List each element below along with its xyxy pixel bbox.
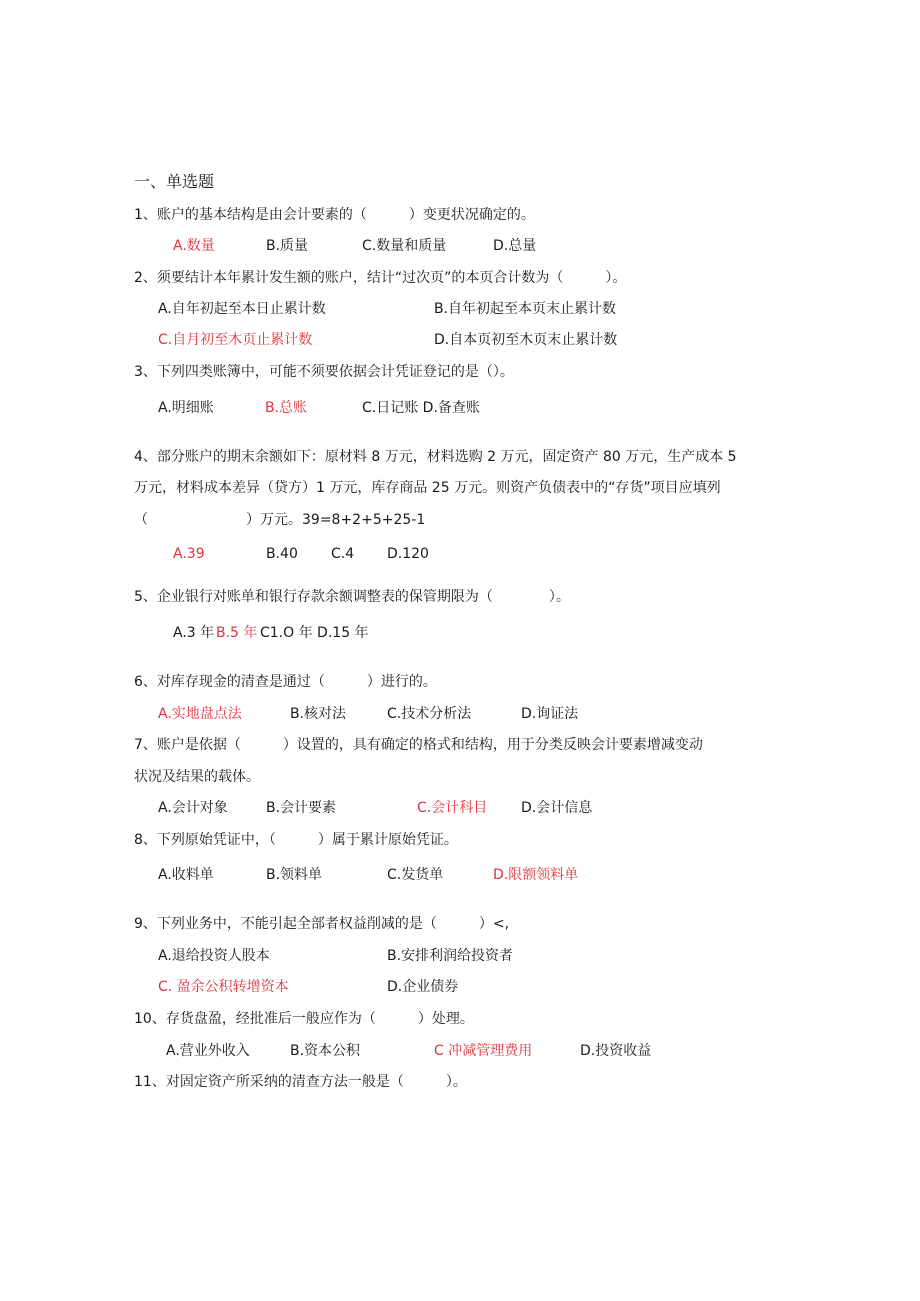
question-7-line-1: 7、账户是依据（ ）设置的，具有确定的格式和结构，用于分类反映会计要素增减变动 — [134, 737, 703, 753]
question-4-line-1: 4、部分账户的期末余额如下：原材料 8 万元，材料选购 2 万元，固定资产 80 万元，生产成本 5 — [134, 449, 737, 465]
section-title: 一、单选题 — [134, 172, 215, 191]
q7-option-d: D.会计信息 — [521, 800, 593, 816]
q3-option-a: A.明细账 — [158, 400, 214, 416]
q9-option-d: D.企业债券 — [387, 979, 459, 995]
q7-option-b: B.会计要素 — [266, 800, 337, 816]
q1-option-a: A.数量 — [173, 238, 215, 254]
q1-option-d: D.总量 — [493, 238, 537, 254]
q9-option-b: B.安排利润给投资者 — [387, 948, 514, 964]
q2-option-d: D.自本页初至木页末止累计数 — [434, 332, 618, 348]
question-4-line-2: 万元，材料成本差异（贷方）1 万元，库存商品 25 万元。则资产负债表中的“存货”项目应填列 — [134, 480, 721, 496]
q3-option-cd: C.日记账 D.备查账 — [362, 400, 480, 416]
q1-option-c: C.数量和质量 — [362, 238, 447, 254]
q6-option-c: C.技术分析法 — [387, 706, 472, 722]
q5-option-cd: C1.O 年 D.15 年 — [260, 625, 369, 641]
question-2: 2、须要结计本年累计发生额的账户，结计“过次页”的本页合计数为（ ）。 — [134, 270, 627, 286]
question-1: 1、账户的基本结构是由会计要素的（ ）变更状况确定的。 — [134, 207, 535, 223]
q8-option-d: D.限额领料单 — [493, 867, 579, 883]
question-8: 8、下列原始凭证中，（ ）属于累计原始凭证。 — [134, 832, 458, 848]
q9-option-a: A.退给投资人股本 — [158, 948, 270, 964]
q4-option-a: A.39 — [173, 546, 205, 562]
q2-option-a: A.自年初起至本日止累计数 — [158, 301, 326, 317]
question-4-line-3: （ ）万元。39=8+2+5+25-1 — [134, 512, 426, 528]
q8-option-b: B.领料单 — [266, 867, 323, 883]
q10-option-d: D.投资收益 — [580, 1043, 652, 1059]
q2-option-c: C.自月初至木页止累计数 — [158, 332, 313, 348]
q2-option-b: B.自年初起至本页末止累计数 — [434, 301, 617, 317]
q9-option-c: C. 盈余公积转增资本 — [158, 979, 289, 995]
q4-option-b: B.40 — [266, 546, 298, 562]
q10-option-c: C 冲减管理费用 — [434, 1043, 533, 1059]
q8-option-c: C.发货单 — [387, 867, 444, 883]
question-9: 9、下列业务中，不能引起全部者权益削减的是（ ）<, — [134, 916, 510, 932]
q5-option-b: B.5 年 — [216, 625, 258, 641]
q4-option-d: D.120 — [387, 546, 429, 562]
q7-option-c: C.会计科目 — [417, 800, 488, 816]
question-6: 6、对库存现金的清查是通过（ ）进行的。 — [134, 674, 437, 690]
q8-option-a: A.收料单 — [158, 867, 214, 883]
q7-option-a: A.会计对象 — [158, 800, 228, 816]
q6-option-d: D.询证法 — [521, 706, 579, 722]
q6-option-a: A.实地盘点法 — [158, 706, 242, 722]
question-11: 11、对固定资产所采纳的清查方法一般是（ ）。 — [134, 1074, 467, 1090]
q3-option-b: B.总账 — [265, 400, 308, 416]
q5-option-a: A.3 年 — [173, 625, 215, 641]
question-7-line-2: 状况及结果的载体。 — [134, 769, 260, 785]
q10-option-b: B.资本公积 — [290, 1043, 361, 1059]
q1-option-b: B.质量 — [266, 238, 309, 254]
q10-option-a: A.营业外收入 — [166, 1043, 250, 1059]
q6-option-b: B.核对法 — [290, 706, 347, 722]
question-3: 3、下列四类账簿中，可能不须要依据会计凭证登记的是（）。 — [134, 364, 514, 380]
question-10: 10、存货盘盈，经批准后一般应作为（ ）处理。 — [134, 1011, 474, 1027]
question-5: 5、企业银行对账单和银行存款余额调整表的保管期限为（ ）。 — [134, 589, 570, 605]
q4-option-c: C.4 — [331, 546, 355, 562]
